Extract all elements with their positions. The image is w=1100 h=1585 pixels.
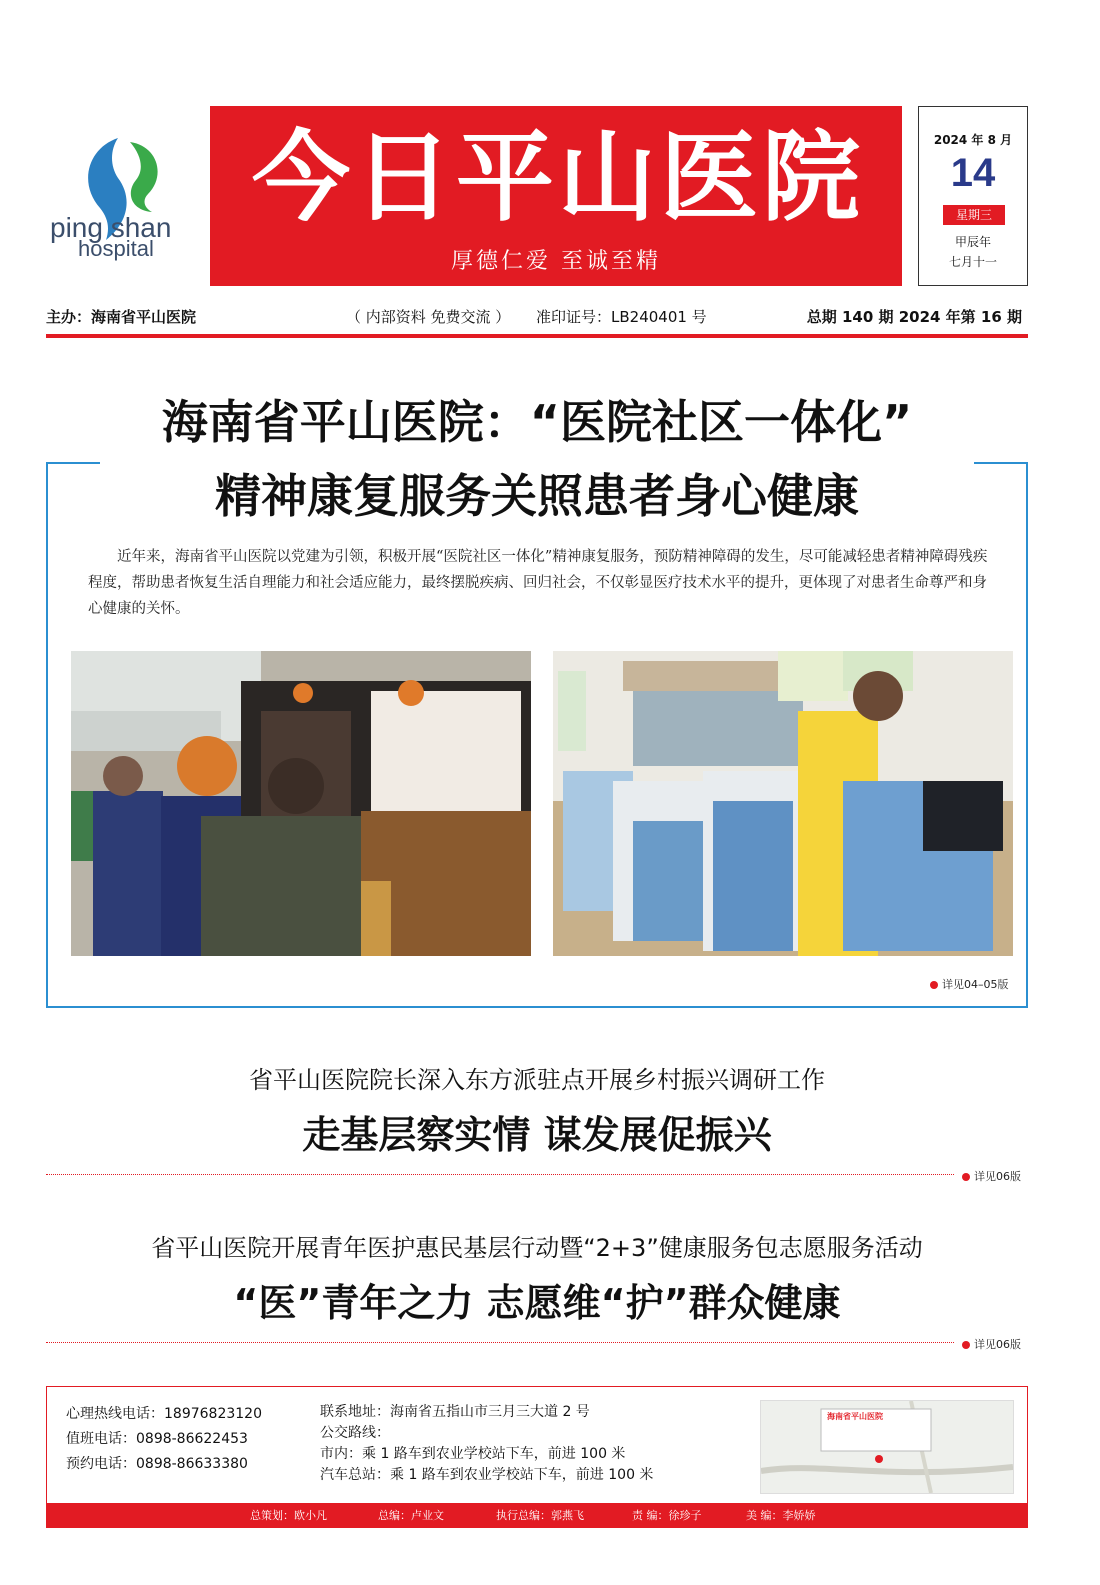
bullet-icon — [962, 1173, 970, 1181]
map-label: 海南省平山医院 — [827, 1412, 883, 1421]
bullet-icon — [962, 1341, 970, 1349]
see-more-story3[interactable] — [962, 1336, 1021, 1352]
see-more-story2[interactable] — [962, 1168, 1021, 1184]
story3-headline[interactable]: “医”青年之力 志愿维“护”群众健康 — [233, 1281, 841, 1325]
permit-number: 准印证号：LB240401 号 — [536, 308, 707, 326]
date-year-month: 2024 年 8 月 — [933, 133, 1013, 147]
sponsor-text: 主办：海南省平山医院 — [46, 308, 197, 326]
issue-number: 总期 140 期 2024 年第 16 期 — [806, 308, 1022, 326]
bus-city-route: 市内：乘 1 路车到农业学校站下车，前进 100 米 — [320, 1446, 626, 1462]
bullet-icon — [930, 981, 938, 989]
duty-number: 值班电话：0898-86622453 — [66, 1431, 248, 1447]
location-map[interactable] — [760, 1400, 1014, 1494]
see-more-label: 详见06版 — [974, 1170, 1021, 1183]
lead-headline-line1[interactable]: 海南省平山医院：“医院社区一体化” — [161, 395, 913, 449]
lead-headline-line2[interactable]: 精神康复服务关照患者身心健康 — [215, 469, 859, 523]
logo-text: ping shan — [50, 212, 172, 243]
story2-divider — [46, 1174, 954, 1175]
credit-executive-editor: 执行总编：郭燕飞 — [496, 1509, 584, 1522]
credit-editor: 责 编：徐珍子 — [632, 1509, 702, 1522]
lunar-year: 甲辰年 — [954, 235, 991, 249]
credit-art-editor: 美 编：李娇娇 — [746, 1509, 816, 1522]
story3-subtitle[interactable]: 省平山医院开展青年医护惠民基层行动暨“2+3”健康服务包志愿服务活动 — [151, 1234, 923, 1262]
lead-paragraph: 近年来，海南省平山医院以党建为引领，积极开展“医院社区一体化”精神康复服务，预防精神障碍的发生，尽可能减轻患者精神障碍残疾程度，帮助患者恢复生活自理能力和社会适应能力，最终摆脱疾病、回归社会，不仅彰显医疗技术水平的提升，更体现了对患者生命尊严和身心健康的关怀。 — [88, 549, 988, 617]
credit-planner: 总策划：欧小凡 — [250, 1509, 327, 1522]
photo-basketball-rehab — [71, 651, 531, 956]
story2-subtitle[interactable]: 省平山医院院长深入东方派驻点开展乡村振兴调研工作 — [249, 1066, 825, 1094]
map-graphic — [761, 1401, 1013, 1493]
newspaper-motto: 厚德仁爱 至诚至精 — [451, 249, 661, 274]
see-more-label: 详见06版 — [974, 1338, 1021, 1351]
circulation-note: （ 内部资料 免费交流 ） — [346, 308, 511, 326]
date-day: 14 — [950, 151, 996, 195]
bus-station-route: 汽车总站：乘 1 路车到农业学校站下车，前进 100 米 — [320, 1467, 654, 1483]
lunar-date: 七月十一 — [948, 255, 997, 269]
header-rule — [46, 334, 1028, 338]
credit-chief-editor: 总编：卢业文 — [378, 1509, 444, 1522]
contact-phones — [66, 1402, 262, 1477]
story2-headline[interactable]: 走基层察实情 谋发展促振兴 — [302, 1113, 772, 1157]
newspaper-title: 今日平山医院 — [251, 121, 864, 235]
see-more-lead[interactable] — [930, 976, 1009, 992]
hotline-number: 心理热线电话：18976823120 — [66, 1406, 262, 1422]
date-box — [918, 106, 1028, 286]
story3-divider — [46, 1342, 954, 1343]
logo-subtext: hospital — [78, 236, 154, 261]
bus-title: 公交路线： — [320, 1425, 390, 1441]
editorial-credits — [46, 1504, 1028, 1528]
contact-address — [320, 1402, 653, 1486]
appointment-number: 预约电话：0898-86633380 — [66, 1456, 248, 1472]
see-more-label: 详见04–05版 — [942, 978, 1009, 991]
address-text: 联系地址：海南省五指山市三月三大道 2 号 — [320, 1404, 590, 1420]
photo-massage-chairs — [553, 651, 1013, 956]
weekday-badge: 星期三 — [943, 205, 1005, 225]
